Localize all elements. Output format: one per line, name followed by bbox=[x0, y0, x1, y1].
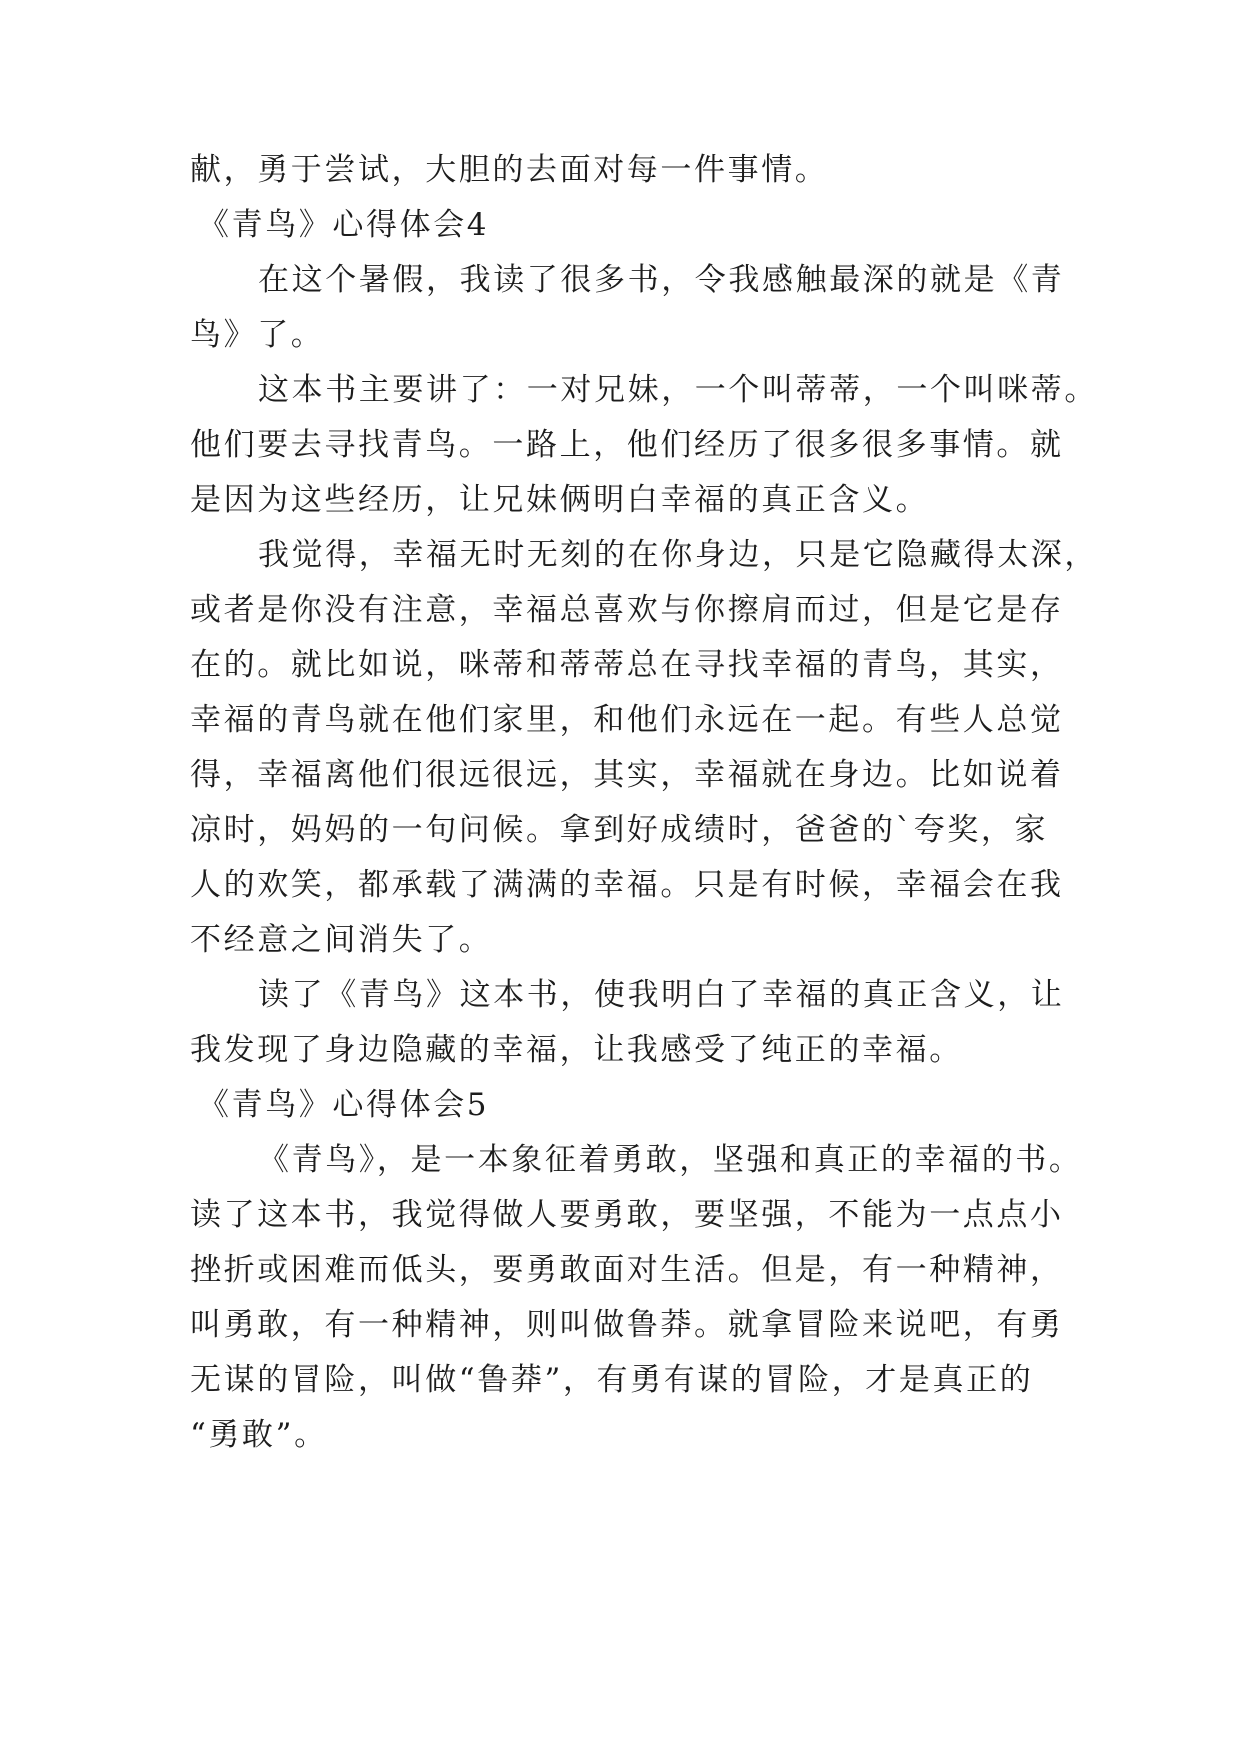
text-line: 无谋的冒险，叫做“鲁莽”，有勇有谋的冒险，才是真正的 bbox=[190, 1362, 1034, 1398]
text-line: 不经意之间消失了。 bbox=[190, 922, 493, 958]
text-line: 是因为这些经历，让兄妹俩明白幸福的真正含义。 bbox=[190, 482, 930, 518]
text-line: 幸福的青鸟就在他们家里，和他们永远在一起。有些人总觉 bbox=[190, 702, 1064, 738]
text-line: 挫折或困难而低头，要勇敢面对生活。但是，有一种精神， bbox=[190, 1252, 1064, 1288]
text-line: “勇敢”。 bbox=[190, 1417, 328, 1453]
text-line: 我发现了身边隐藏的幸福，让我感受了纯正的幸福。 bbox=[190, 1032, 963, 1068]
paragraph-first-line: 读了《青鸟》这本书，使我明白了幸福的真正含义，让 bbox=[258, 977, 1065, 1013]
text-line: 或者是你没有注意，幸福总喜欢与你擦肩而过，但是它是存 bbox=[190, 592, 1064, 628]
text-line: 得，幸福离他们很远很远，其实，幸福就在身边。比如说着 bbox=[190, 757, 1064, 793]
paragraph-first-line: 这本书主要讲了：一对兄妹，一个叫蒂蒂，一个叫咪蒂。 bbox=[258, 372, 1098, 408]
section-heading-5: 《青鸟》心得体会5 bbox=[198, 1087, 490, 1123]
paragraph-first-line: 《青鸟》，是一本象征着勇敢，坚强和真正的幸福的书。 bbox=[258, 1142, 1083, 1178]
text-line: 凉时，妈妈的一句问候。拿到好成绩时，爸爸的`夸奖，家 bbox=[190, 812, 1049, 848]
paragraph-first-line: 我觉得，幸福无时无刻的在你身边，只是它隐藏得太深， bbox=[258, 537, 1098, 573]
text-line: 读了这本书，我觉得做人要勇敢，要坚强，不能为一点点小 bbox=[190, 1197, 1064, 1233]
paragraph-first-line: 在这个暑假，我读了很多书，令我感触最深的就是《青 bbox=[258, 262, 1065, 298]
text-line: 人的欢笑，都承载了满满的幸福。只是有时候，幸福会在我 bbox=[190, 867, 1064, 903]
text-line: 叫勇敢，有一种精神，则叫做鲁莽。就拿冒险来说吧，有勇 bbox=[190, 1307, 1064, 1343]
text-line: 在的。就比如说，咪蒂和蒂蒂总在寻找幸福的青鸟，其实， bbox=[190, 647, 1064, 683]
section-heading-4: 《青鸟》心得体会4 bbox=[198, 207, 490, 243]
text-line: 他们要去寻找青鸟。一路上，他们经历了很多很多事情。就 bbox=[190, 427, 1064, 463]
text-line: 鸟》了。 bbox=[190, 317, 325, 353]
text-line: 献，勇于尝试，大胆的去面对每一件事情。 bbox=[190, 152, 829, 188]
